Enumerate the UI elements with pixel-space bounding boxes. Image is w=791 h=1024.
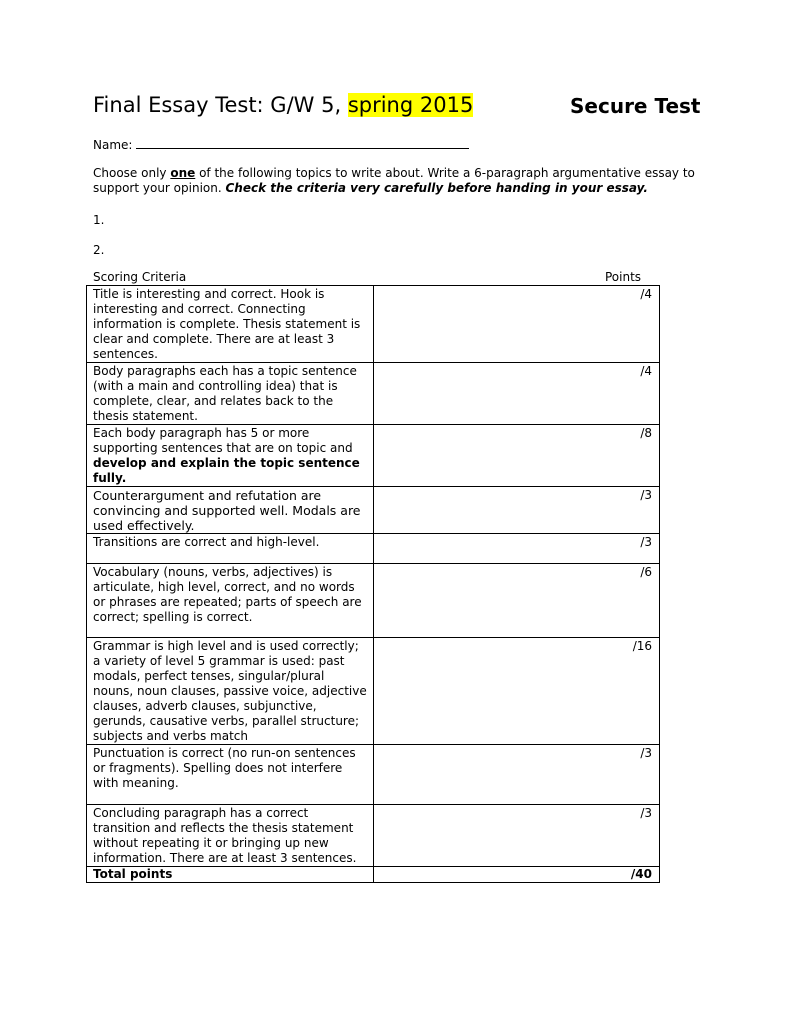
- criterion-text: Vocabulary (nouns, verbs, adjectives) is articulate, high level, correct, and no words or phrases are repeated; parts of speech are correct; spelling is correct.: [87, 564, 374, 638]
- criterion-text: Punctuation is correct (no run-on sentences or fragments). Spelling does not interfere with meaning.: [87, 745, 374, 805]
- criterion-text: Grammar is high level and is used correctly; a variety of level 5 grammar is used: past modals, perfect tenses, singular/plural nouns, noun clauses, passive voice, adjective clauses, adverb clauses, subjunctive, gerunds, causative verbs, parallel structure; subjects and verbs match: [87, 638, 374, 745]
- table-row: [87, 638, 660, 745]
- table-row: [87, 286, 660, 363]
- total-points: /40: [374, 867, 660, 883]
- table-row: [87, 534, 660, 564]
- criterion-points: /3: [374, 534, 660, 564]
- criterion-text: Transitions are correct and high-level.: [87, 534, 374, 564]
- table-row: [87, 745, 660, 805]
- table-row: [87, 487, 660, 534]
- criterion-points: /4: [374, 286, 660, 363]
- instructions-part1: Choose only: [93, 166, 171, 180]
- name-blank-line[interactable]: [136, 136, 469, 149]
- criterion-points: /8: [374, 425, 660, 487]
- criterion-points: /16: [374, 638, 660, 745]
- criterion-text: Concluding paragraph has a correct transition and reflects the thesis statement without repeating it or bringing up new information. There are at least 3 sentences.: [87, 805, 374, 867]
- instructions-emph-sentence: Check the criteria very carefully before handing in your essay.: [225, 181, 648, 195]
- total-row: [87, 867, 660, 883]
- table-row: [87, 564, 660, 638]
- total-label: Total points: [87, 867, 374, 883]
- title-highlight: spring 2015: [347, 93, 474, 117]
- criterion-points: /3: [374, 805, 660, 867]
- points-header: Points: [605, 270, 642, 284]
- criterion-points: /4: [374, 363, 660, 425]
- criterion-text: [87, 363, 374, 425]
- instructions-emph-word: one: [170, 166, 196, 180]
- criterion-text-bold: develop and explain the topic sentence fully.: [93, 456, 360, 485]
- criterion-text: Title is interesting and correct. Hook is interesting and correct. Connecting information is complete. Thesis statement is clear and complete. There are at least 3 sentences.: [87, 286, 374, 363]
- instructions: [93, 166, 698, 196]
- instructions-part2: of the following topics to write about. Write a 6-paragraph argumentative essay to support your opinion.: [93, 166, 695, 195]
- criterion-points: /3: [374, 487, 660, 534]
- scoring-table: [86, 285, 660, 883]
- table-row: [87, 363, 660, 425]
- criterion-text: [87, 425, 374, 487]
- criterion-text: Counterargument and refutation are convincing and supported well. Modals are used effectively.: [87, 487, 374, 534]
- topic-number-1: 1.: [93, 213, 105, 227]
- criterion-points: /6: [374, 564, 660, 638]
- scoring-criteria-header: Scoring Criteria: [93, 270, 187, 284]
- table-row: [87, 805, 660, 867]
- criterion-text-plain: Each body paragraph has 5 or more supporting sentences that are on topic and: [93, 426, 353, 455]
- name-label: Name:: [93, 138, 133, 152]
- topic-number-2: 2.: [93, 243, 105, 257]
- name-field: [93, 136, 469, 153]
- page-title: [93, 90, 473, 120]
- title-prefix: Final Essay Test: G/W 5,: [93, 93, 348, 117]
- criterion-text-inner: Body paragraphs each has a topic sentence (with a main and controlling idea) that is complete, clear, and relates back to the thesis statement.: [93, 364, 357, 423]
- secure-test-label: Secure Test: [570, 94, 701, 118]
- criterion-points: /3: [374, 745, 660, 805]
- table-row: [87, 425, 660, 487]
